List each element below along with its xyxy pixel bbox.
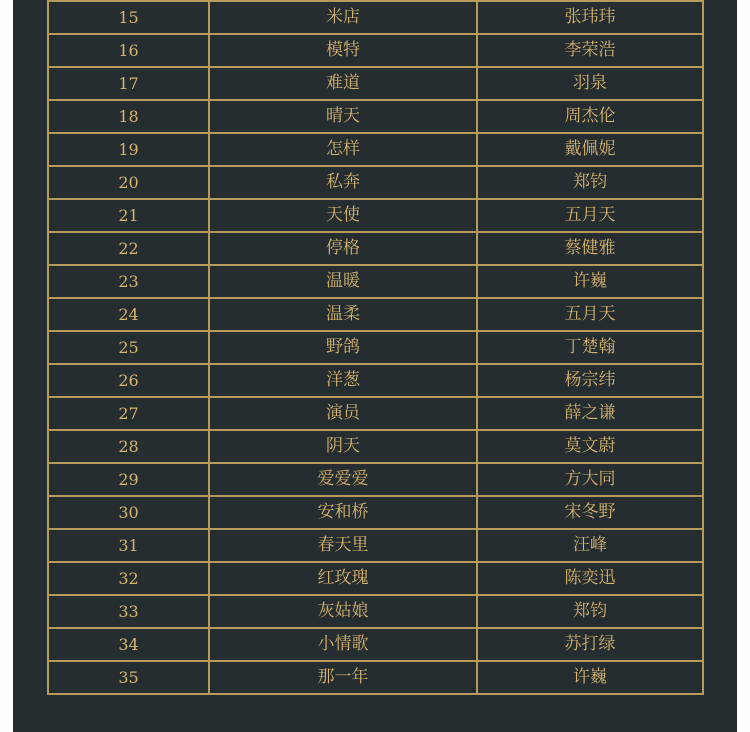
song-title: 演员 [209,397,477,430]
table-row [48,166,703,199]
table-row [48,430,703,463]
song-title: 停格 [209,232,477,265]
song-title: 温柔 [209,298,477,331]
song-number: 15 [48,1,209,34]
song-number: 31 [48,529,209,562]
song-artist: 方大同 [477,463,703,496]
song-artist: 许巍 [477,265,703,298]
song-number: 19 [48,133,209,166]
table-row [48,496,703,529]
song-artist: 五月天 [477,199,703,232]
song-title: 灰姑娘 [209,595,477,628]
song-number: 34 [48,628,209,661]
table-row [48,133,703,166]
song-number: 33 [48,595,209,628]
song-artist: 许巍 [477,661,703,694]
song-title: 模特 [209,34,477,67]
table-row [48,397,703,430]
song-table [47,0,704,695]
song-title: 红玫瑰 [209,562,477,595]
song-artist: 陈奕迅 [477,562,703,595]
table-row [48,661,703,694]
song-title: 阴天 [209,430,477,463]
song-artist: 周杰伦 [477,100,703,133]
song-title: 洋葱 [209,364,477,397]
song-number: 26 [48,364,209,397]
song-number: 27 [48,397,209,430]
song-artist: 杨宗纬 [477,364,703,397]
table-row [48,529,703,562]
song-number: 21 [48,199,209,232]
song-title: 爱爱爱 [209,463,477,496]
song-number: 22 [48,232,209,265]
song-artist: 李荣浩 [477,34,703,67]
song-artist: 汪峰 [477,529,703,562]
song-artist: 张玮玮 [477,1,703,34]
table-row [48,364,703,397]
song-title: 春天里 [209,529,477,562]
song-number: 23 [48,265,209,298]
song-title: 天使 [209,199,477,232]
table-row [48,1,703,34]
song-number: 29 [48,463,209,496]
song-title: 米店 [209,1,477,34]
song-title: 小情歌 [209,628,477,661]
song-title: 私奔 [209,166,477,199]
table-row [48,34,703,67]
song-number: 17 [48,67,209,100]
song-title: 怎样 [209,133,477,166]
table-row [48,595,703,628]
song-artist: 羽泉 [477,67,703,100]
song-artist: 丁楚翰 [477,331,703,364]
song-artist: 薛之谦 [477,397,703,430]
song-artist: 蔡健雅 [477,232,703,265]
song-number: 18 [48,100,209,133]
table-row [48,331,703,364]
song-number: 24 [48,298,209,331]
song-title: 安和桥 [209,496,477,529]
song-number: 30 [48,496,209,529]
song-artist: 戴佩妮 [477,133,703,166]
table-row [48,67,703,100]
table-row [48,232,703,265]
song-title: 晴天 [209,100,477,133]
song-title: 难道 [209,67,477,100]
song-artist: 五月天 [477,298,703,331]
song-artist: 郑钧 [477,595,703,628]
song-artist: 莫文蔚 [477,430,703,463]
table-row [48,463,703,496]
table-row [48,100,703,133]
table-row [48,265,703,298]
table-row [48,628,703,661]
song-title: 温暖 [209,265,477,298]
song-title: 野鸽 [209,331,477,364]
song-artist: 宋冬野 [477,496,703,529]
table-row [48,562,703,595]
song-number: 32 [48,562,209,595]
song-number: 25 [48,331,209,364]
song-number: 20 [48,166,209,199]
song-title: 那一年 [209,661,477,694]
table-row [48,298,703,331]
song-number: 28 [48,430,209,463]
song-artist: 苏打绿 [477,628,703,661]
song-number: 35 [48,661,209,694]
song-artist: 郑钧 [477,166,703,199]
song-number: 16 [48,34,209,67]
table-row [48,199,703,232]
